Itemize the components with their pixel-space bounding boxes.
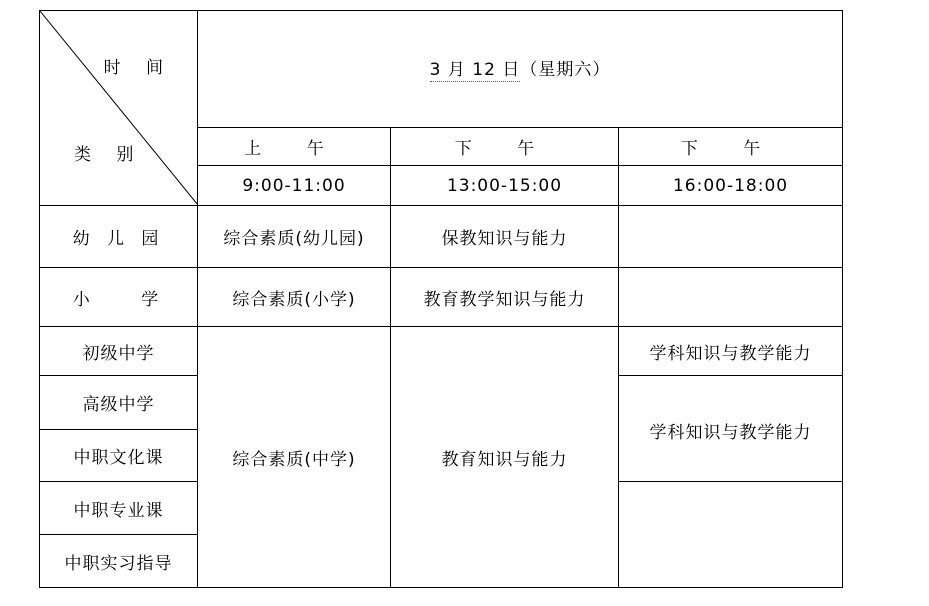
corner-header-cell — [40, 11, 198, 206]
corner-time-label: 时 间 — [103, 58, 173, 78]
category-vocational-culture: 中职文化课 — [40, 430, 198, 482]
category-senior-middle: 高级中学 — [40, 376, 198, 430]
session-1-time: 9:00-11:00 — [198, 166, 391, 206]
table-row — [40, 327, 843, 376]
middle-session-2: 教育知识与能力 — [391, 327, 619, 588]
kindergarten-session-1: 综合素质(幼儿园) — [198, 206, 391, 268]
middle-session-1: 综合素质(中学) — [198, 327, 391, 588]
senior-session-3: 学科知识与教学能力 — [619, 376, 843, 482]
date-header-cell — [198, 11, 843, 128]
exam-date-day: 3 月 12 日 — [429, 59, 521, 80]
vocational-session-3 — [619, 482, 843, 588]
kindergarten-session-3 — [619, 206, 843, 268]
primary-session-2: 教育教学知识与能力 — [391, 268, 619, 327]
primary-session-1: 综合素质(小学) — [198, 268, 391, 327]
primary-session-3 — [619, 268, 843, 327]
session-2-label: 下 午 — [391, 128, 619, 166]
kindergarten-session-2: 保教知识与能力 — [391, 206, 619, 268]
session-2-time: 13:00-15:00 — [391, 166, 619, 206]
category-primary: 小 学 — [40, 268, 198, 327]
session-3-time: 16:00-18:00 — [619, 166, 843, 206]
table-row — [40, 206, 843, 268]
category-junior-middle: 初级中学 — [40, 327, 198, 376]
exam-date-weekday: （星期六） — [520, 59, 611, 80]
session-3-label: 下 午 — [619, 128, 843, 166]
corner-category-label: 类 别 — [74, 145, 144, 165]
category-vocational-major: 中职专业课 — [40, 482, 198, 535]
junior-session-3: 学科知识与教学能力 — [619, 327, 843, 376]
session-1-label: 上 午 — [198, 128, 391, 166]
diagonal-divider — [40, 11, 198, 206]
exam-date — [430, 60, 611, 80]
category-vocational-practice: 中职实习指导 — [40, 535, 198, 588]
table-row — [40, 268, 843, 327]
exam-schedule-table — [39, 10, 843, 588]
category-kindergarten: 幼 儿 园 — [40, 206, 198, 268]
